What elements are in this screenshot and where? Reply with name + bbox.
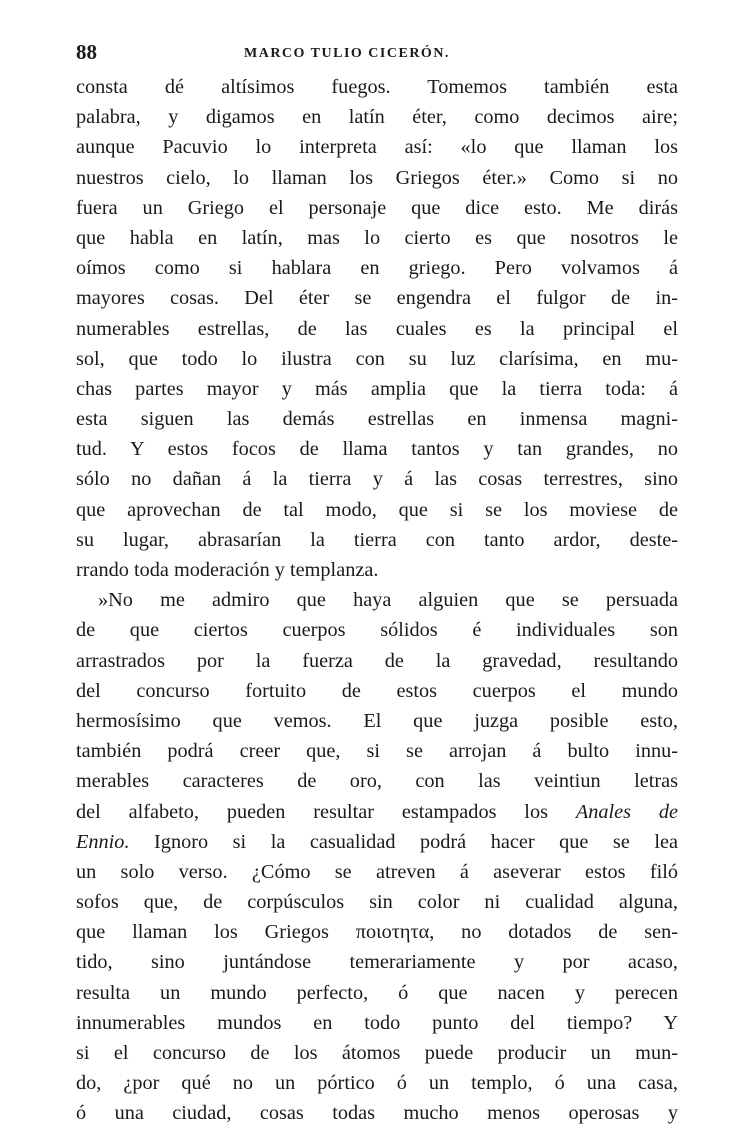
text-line: también podrá creer que, si se arrojan á bulto innu-	[76, 740, 678, 763]
text-line: mayores cosas. Del éter se engendra el fulgor de in-	[76, 287, 678, 310]
paragraph-start-line: »No me admiro que haya alguien que se persuada	[98, 589, 678, 612]
text-line: innumerables mundos en todo punto del tiempo? Y	[76, 1011, 678, 1034]
text-segment: del alfabeto, pueden resultar estampados los	[76, 800, 548, 823]
text-segment: Ignoro si la casualidad podrá hacer que se lea	[129, 830, 678, 853]
text-line: consta dé altísimos fuegos. Tomemos también esta	[76, 76, 678, 98]
text-line: hermosísimo que vemos. El que juzga posible esto,	[76, 709, 678, 732]
text-line: numerables estrellas, de las cuales es la principal el	[76, 317, 678, 340]
text-line-with-italic	[76, 797, 678, 827]
text-line: aunque Pacuvio lo interpreta así: «lo que llaman los	[76, 136, 678, 159]
italic-title: Anales de	[575, 800, 678, 823]
text-line: arrastrados por la fuerza de la gravedad, resultando	[76, 649, 678, 672]
text-line: del concurso fortuito de estos cuerpos el mundo	[76, 679, 678, 702]
text-segment: no dotados de sen-	[461, 921, 679, 944]
text-line: tud. Y estos focos de llama tantos y tan grandes, no	[76, 438, 678, 461]
text-line: un solo verso. ¿Cómo se atreven á aseverar estos filó	[76, 860, 678, 883]
text-line: sol, que todo lo ilustra con su luz clarísima, en mu-	[76, 347, 678, 370]
text-line: fuera un Griego el personaje que dice esto. Me dirás	[76, 196, 678, 219]
text-line: sólo no dañan á la tierra y á las cosas terrestres, sino	[76, 468, 678, 491]
text-segment: que llaman los Griegos	[76, 921, 329, 944]
text-line: resulta un mundo perfecto, ó que nacen y perecen	[76, 981, 678, 1004]
text-line: merables caracteres de oro, con las veintiun letras	[76, 770, 678, 793]
running-title: MARCO TULIO CICERÓN.	[244, 46, 450, 61]
text-line: chas partes mayor y más amplia que la tierra toda: á	[76, 377, 678, 400]
text-line: do, ¿por qué no un pórtico ó un templo, ó una casa,	[76, 1072, 678, 1095]
text-line: ó una ciudad, cosas todas mucho menos operosas y	[76, 1102, 678, 1125]
text-line: de que ciertos cuerpos sólidos é individuales son	[76, 619, 678, 642]
greek-word: ποιοτητα,	[355, 921, 435, 944]
text-line: que aprovechan de tal modo, que si se los moviese de	[76, 498, 678, 521]
italic-title: Ennio.	[76, 830, 130, 853]
text-line: tido, sino juntándose temerariamente y por acaso,	[76, 951, 678, 974]
paragraph-end-line: rrando toda moderación y templanza.	[76, 559, 379, 581]
text-line-with-greek	[76, 917, 678, 947]
text-line: sofos que, de corpúsculos sin color ni cualidad alguna,	[76, 891, 678, 914]
text-line: que habla en latín, mas lo cierto es que nosotros le	[76, 226, 678, 249]
text-line-with-italic	[76, 827, 678, 857]
text-line: nuestros cielo, lo llaman los Griegos éter.» Como si no	[76, 166, 678, 189]
text-line: oímos como si hablara en griego. Pero volvamos á	[76, 257, 678, 280]
page-number: 88	[76, 40, 97, 64]
page-header	[76, 38, 678, 68]
text-line: palabra, y digamos en latín éter, como decimos aire;	[76, 106, 678, 129]
book-page	[76, 38, 678, 1129]
text-line: esta siguen las demás estrellas en inmensa magni-	[76, 408, 678, 431]
text-line: si el concurso de los átomos puede producir un mun-	[76, 1042, 678, 1064]
body-text	[76, 72, 678, 1129]
text-line: su lugar, abrasarían la tierra con tanto ardor, deste-	[76, 528, 678, 551]
